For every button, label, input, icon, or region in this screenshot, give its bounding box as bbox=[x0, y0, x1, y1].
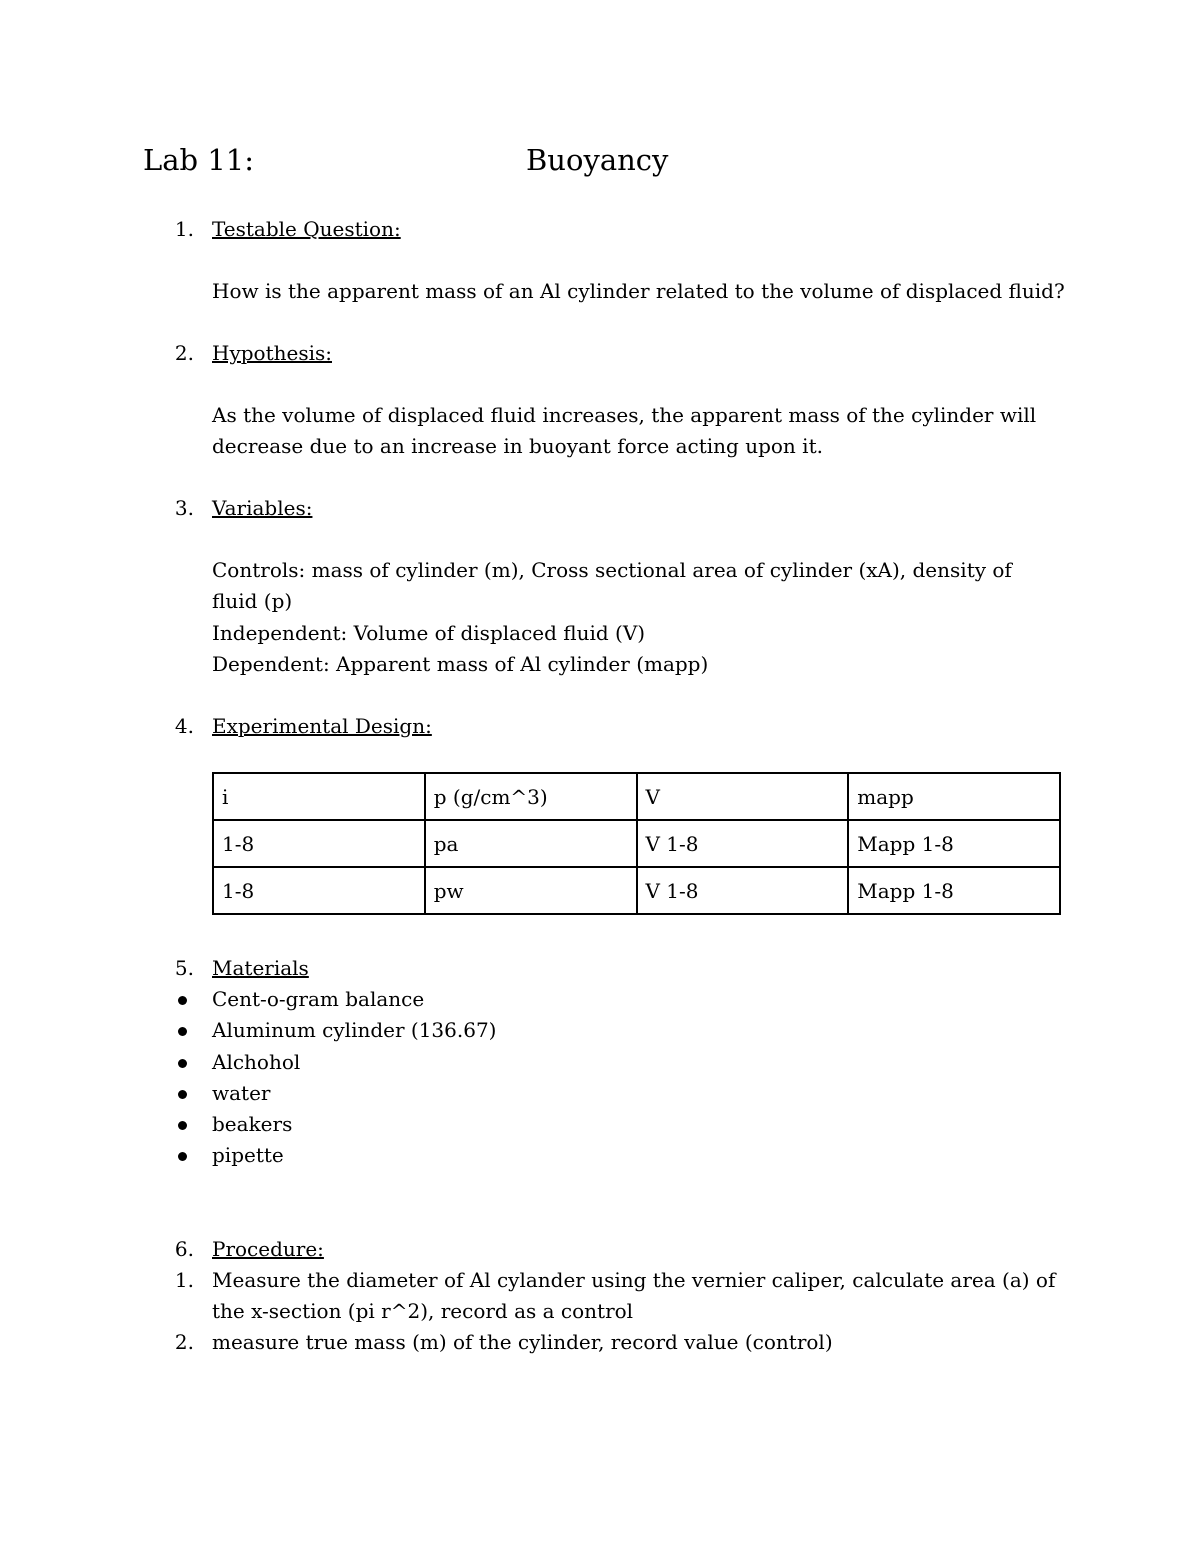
bullet-icon bbox=[178, 1059, 187, 1068]
list-item: beakers bbox=[212, 1112, 293, 1136]
testable-question-text: How is the apparent mass of an Al cylinder related to the volume of displaced fluid? bbox=[212, 279, 1065, 303]
independent-variable: Independent: Volume of displaced fluid (V) bbox=[212, 621, 646, 645]
table-cell: 1-8 bbox=[213, 820, 425, 867]
section-heading-experimental-design: Experimental Design: bbox=[212, 714, 432, 738]
table-cell: V 1-8 bbox=[637, 867, 849, 914]
section-heading-variables: Variables: bbox=[212, 496, 313, 520]
experimental-design-table bbox=[212, 772, 1061, 915]
controls-line-1: Controls: mass of cylinder (m), Cross sectional area of cylinder (xA), density of bbox=[212, 558, 1012, 582]
procedure-step-1-line-1: Measure the diameter of Al cylander using the vernier caliper, calculate area (a) of bbox=[212, 1268, 1056, 1292]
list-item: pipette bbox=[212, 1143, 284, 1167]
bullet-icon bbox=[178, 1027, 187, 1036]
section-number: 1. bbox=[174, 217, 194, 241]
procedure-step-2: measure true mass (m) of the cylinder, record value (control) bbox=[212, 1330, 833, 1354]
section-number: 5. bbox=[174, 956, 194, 980]
lab-number-title: Lab 11: bbox=[143, 143, 255, 177]
section-number: 4. bbox=[174, 714, 194, 738]
controls-line-2: fluid (p) bbox=[212, 589, 293, 613]
table-cell: 1-8 bbox=[213, 867, 425, 914]
table-header-cell: i bbox=[213, 773, 425, 820]
section-number: 2. bbox=[174, 341, 194, 365]
table-header-cell: V bbox=[637, 773, 849, 820]
table-cell: Mapp 1-8 bbox=[848, 867, 1060, 914]
table-row bbox=[213, 867, 1060, 914]
lab-topic-title: Buoyancy bbox=[526, 143, 669, 177]
section-number: 3. bbox=[174, 496, 194, 520]
table-header-row bbox=[213, 773, 1060, 820]
table-cell: V 1-8 bbox=[637, 820, 849, 867]
hypothesis-text-line-1: As the volume of displaced fluid increases, the apparent mass of the cylinder will bbox=[212, 403, 1037, 427]
table-cell: Mapp 1-8 bbox=[848, 820, 1060, 867]
section-heading-testable-question: Testable Question: bbox=[212, 217, 401, 241]
bullet-icon bbox=[178, 1090, 187, 1099]
list-item: Alchohol bbox=[212, 1050, 301, 1074]
list-item: water bbox=[212, 1081, 271, 1105]
section-heading-materials: Materials bbox=[212, 956, 309, 980]
section-heading-procedure: Procedure: bbox=[212, 1237, 324, 1261]
list-item: Aluminum cylinder (136.67) bbox=[212, 1018, 497, 1042]
procedure-step-1-line-2: the x-section (pi r^2), record as a control bbox=[212, 1299, 634, 1323]
table-row bbox=[213, 820, 1060, 867]
table-cell: pw bbox=[425, 867, 637, 914]
bullet-icon bbox=[178, 996, 187, 1005]
procedure-step-number: 2. bbox=[174, 1330, 194, 1354]
procedure-step-number: 1. bbox=[174, 1268, 194, 1292]
dependent-variable: Dependent: Apparent mass of Al cylinder (mapp) bbox=[212, 652, 709, 676]
list-item: Cent-o-gram balance bbox=[212, 987, 425, 1011]
section-heading-hypothesis: Hypothesis: bbox=[212, 341, 332, 365]
table-cell: pa bbox=[425, 820, 637, 867]
hypothesis-text-line-2: decrease due to an increase in buoyant force acting upon it. bbox=[212, 434, 823, 458]
bullet-icon bbox=[178, 1152, 187, 1161]
bullet-icon bbox=[178, 1121, 187, 1130]
table-header-cell: p (g/cm^3) bbox=[425, 773, 637, 820]
section-number: 6. bbox=[174, 1237, 194, 1261]
table-header-cell: mapp bbox=[848, 773, 1060, 820]
